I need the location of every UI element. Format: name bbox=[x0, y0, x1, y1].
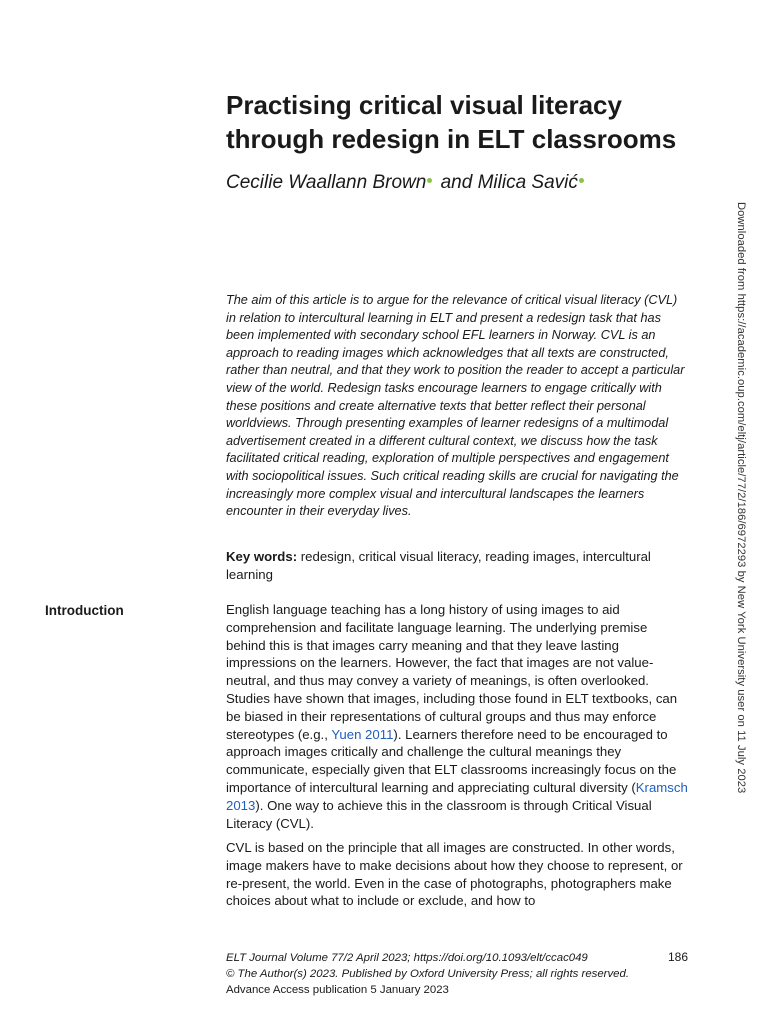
section-heading-introduction: Introduction bbox=[45, 603, 124, 618]
download-watermark: Downloaded from https://academic.oup.com/eltj/article/77/2/186/6972293 by New York University user on 11 July 2023 bbox=[735, 202, 747, 794]
keywords-list: redesign, critical visual literacy, reading images, intercultural learning bbox=[226, 549, 651, 582]
citation-link[interactable]: Yuen 2011 bbox=[331, 726, 394, 742]
keywords bbox=[226, 548, 688, 584]
abstract: The aim of this article is to argue for the relevance of critical visual literacy (CVL) in relation to intercultural learning in ELT and present a redesign task that has been implemented with secondary school EFL learners in Norway. CVL is an approach to reading images which acknowledges that all texts are constructed, rather than neutral, and that they work to position the reader to accept a particular view of the world. Redesign tasks encourage learners to engage critically with these positions and create alternative texts that better reflect their personal worldviews. Through presenting examples of learner redesigns of a multimodal advertisement created in a different cultural context, we discuss how the task facilitated critical reading, exploration of multiple perspectives and engagement with sociopolitical issues. Such critical reading skills are crucial for navigating the increasingly more complex visual and intercultural landscapes the learners encounter in their everyday lives. bbox=[226, 293, 685, 519]
advance-access-note: Advance Access publication 5 January 2023 bbox=[226, 984, 449, 996]
keywords-label: Key words: bbox=[226, 549, 298, 564]
introduction-paragraph-1 bbox=[226, 601, 688, 832]
article-title: Practising critical visual literacy through redesign in ELT classrooms bbox=[226, 90, 677, 154]
page-number: 186 bbox=[668, 950, 689, 964]
copyright-notice: © The Author(s) 2023. Published by Oxford University Press; all rights reserved. bbox=[226, 968, 630, 980]
paragraph-text: ). One way to achieve this in the classroom is through Critical Visual Literacy (CVL). bbox=[226, 797, 652, 831]
author-connector: and bbox=[435, 172, 478, 193]
page-footer bbox=[226, 950, 688, 998]
orcid-icon[interactable] bbox=[579, 178, 584, 183]
journal-citation: ELT Journal Volume 77/2 April 2023; https://doi.org/10.1093/elt/ccac049 bbox=[226, 952, 588, 964]
orcid-icon[interactable] bbox=[427, 178, 432, 183]
paragraph-text: ). Learners therefore need to be encouraged to approach images critically and challenge the cultural meanings they communicate, especially given that ELT classrooms increasingly focus on the importance of intercultural learning and appreciating cultural diversity ( bbox=[226, 726, 677, 795]
author-name: Milica Savić bbox=[477, 172, 578, 193]
author-line bbox=[226, 172, 587, 194]
paragraph-text: English language teaching has a long history of using images to aid comprehension and facilitate language learning. The underlying premise behind this is that images carry meaning and that they leave lasting impressions on the learners. However, the fact that images are not value-neutral, and thus may convey a variety of meanings, is often overlooked. Studies have shown that images, including those found in ELT textbooks, can be biased in their representations of cultural groups and thus may enforce stereotypes (e.g., bbox=[226, 602, 678, 742]
introduction-paragraph-2: CVL is based on the principle that all images are constructed. In other words, image makers have to make decisions about how they choose to represent, or re-present, the world. Even in the case of photographs, photographers make choices about what to include or exclude, and how to bbox=[226, 840, 683, 909]
citation-link[interactable]: Kramsch 2013 bbox=[226, 779, 688, 813]
author-name: Cecilie Waallann Brown bbox=[226, 172, 427, 193]
